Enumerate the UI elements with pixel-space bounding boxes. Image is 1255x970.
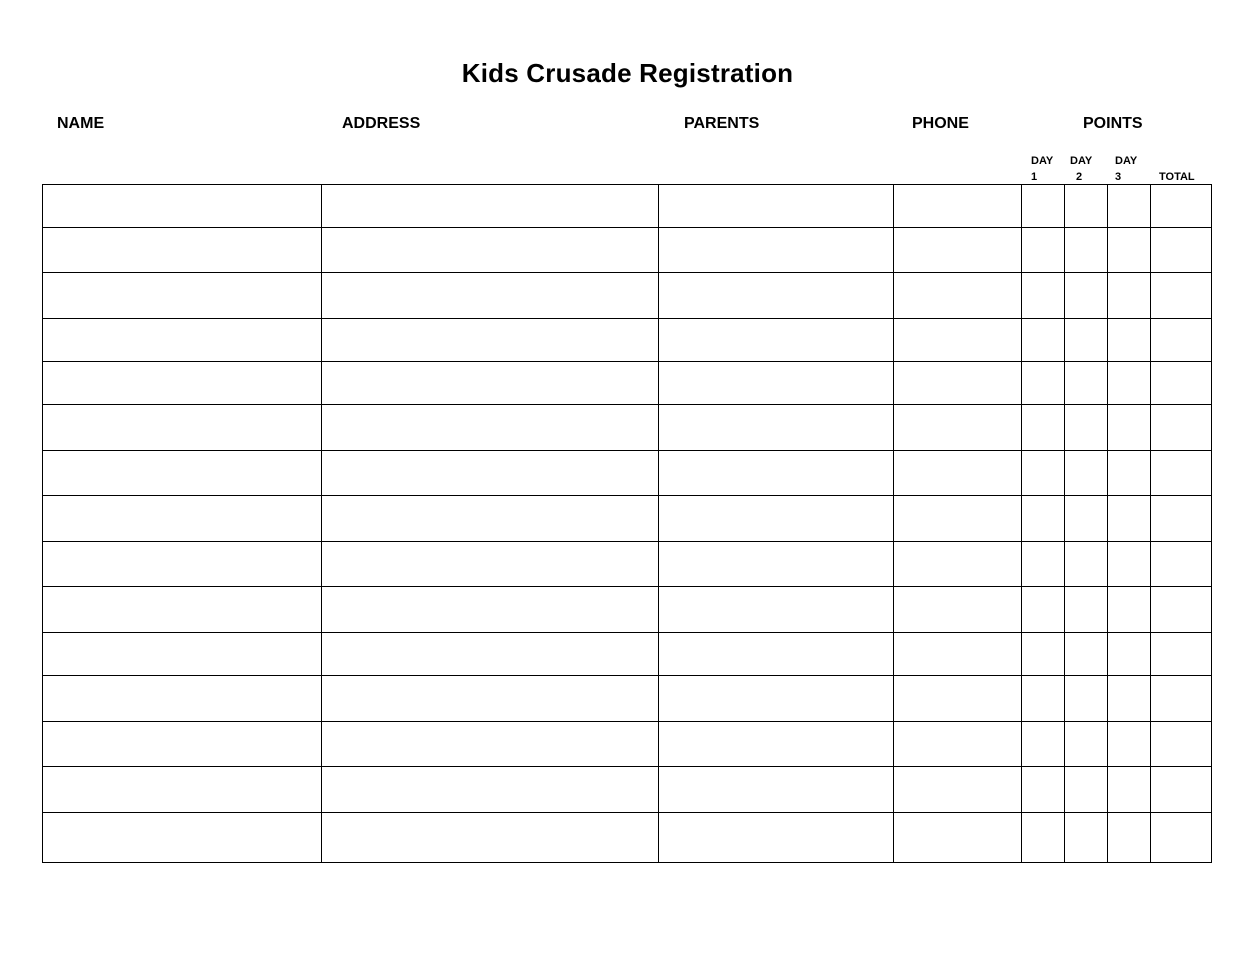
cell-day-2 (1065, 362, 1108, 405)
cell-day-1 (1022, 228, 1065, 273)
header-address: ADDRESS (342, 115, 421, 132)
cell-address (322, 813, 659, 863)
table-row (43, 319, 1212, 362)
cell-day-1 (1022, 319, 1065, 362)
cell-day-2 (1065, 405, 1108, 451)
cell-name (43, 185, 322, 228)
cell-day-1 (1022, 722, 1065, 767)
cell-day-1 (1022, 496, 1065, 542)
cell-total (1151, 273, 1212, 319)
table-row (43, 451, 1212, 496)
cell-day-2 (1065, 185, 1108, 228)
subheader-day-1: DAY 1 (1031, 155, 1054, 183)
cell-day-1 (1022, 633, 1065, 676)
table-row (43, 496, 1212, 542)
table-row (43, 185, 1212, 228)
cell-day-2 (1065, 451, 1108, 496)
cell-phone (894, 185, 1022, 228)
header-phone: PHONE (912, 115, 969, 132)
cell-phone (894, 319, 1022, 362)
table-row (43, 362, 1212, 405)
cell-phone (894, 451, 1022, 496)
cell-name (43, 813, 322, 863)
cell-day-2 (1065, 228, 1108, 273)
cell-name (43, 451, 322, 496)
cell-day-3 (1108, 676, 1151, 722)
cell-day-2 (1065, 273, 1108, 319)
cell-address (322, 405, 659, 451)
cell-phone (894, 405, 1022, 451)
cell-total (1151, 185, 1212, 228)
cell-parents (659, 496, 894, 542)
cell-day-3 (1108, 767, 1151, 813)
cell-day-2 (1065, 676, 1108, 722)
cell-day-3 (1108, 496, 1151, 542)
cell-address (322, 319, 659, 362)
page-title: Kids Crusade Registration (461, 58, 794, 88)
header-points: POINTS (1083, 115, 1143, 132)
cell-total (1151, 228, 1212, 273)
cell-day-3 (1108, 813, 1151, 863)
table-row (43, 228, 1212, 273)
cell-day-3 (1108, 587, 1151, 633)
cell-parents (659, 587, 894, 633)
cell-parents (659, 273, 894, 319)
cell-parents (659, 362, 894, 405)
subheader-total: TOTAL (1159, 171, 1195, 183)
cell-phone (894, 676, 1022, 722)
cell-day-1 (1022, 451, 1065, 496)
cell-parents (659, 767, 894, 813)
cell-address (322, 633, 659, 676)
table-row (43, 587, 1212, 633)
cell-phone (894, 362, 1022, 405)
cell-total (1151, 722, 1212, 767)
cell-name (43, 228, 322, 273)
cell-day-2 (1065, 633, 1108, 676)
cell-day-2 (1065, 542, 1108, 587)
cell-parents (659, 676, 894, 722)
table-row (43, 633, 1212, 676)
cell-name (43, 767, 322, 813)
subheader-day-2: DAY 2 (1070, 155, 1093, 183)
cell-name (43, 587, 322, 633)
cell-name (43, 633, 322, 676)
table-row (43, 722, 1212, 767)
cell-address (322, 362, 659, 405)
cell-parents (659, 813, 894, 863)
table-row (43, 273, 1212, 319)
cell-total (1151, 405, 1212, 451)
cell-name (43, 676, 322, 722)
cell-name (43, 722, 322, 767)
cell-day-1 (1022, 405, 1065, 451)
cell-day-1 (1022, 676, 1065, 722)
subheader-day-3: DAY 3 (1115, 155, 1138, 183)
cell-total (1151, 542, 1212, 587)
cell-total (1151, 362, 1212, 405)
cell-phone (894, 722, 1022, 767)
cell-total (1151, 767, 1212, 813)
cell-parents (659, 185, 894, 228)
cell-phone (894, 273, 1022, 319)
cell-day-1 (1022, 587, 1065, 633)
cell-address (322, 722, 659, 767)
cell-total (1151, 587, 1212, 633)
cell-total (1151, 813, 1212, 863)
cell-total (1151, 676, 1212, 722)
cell-phone (894, 587, 1022, 633)
cell-day-3 (1108, 722, 1151, 767)
header-parents: PARENTS (684, 115, 760, 132)
cell-parents (659, 319, 894, 362)
cell-phone (894, 767, 1022, 813)
cell-day-3 (1108, 542, 1151, 587)
cell-day-1 (1022, 273, 1065, 319)
cell-day-1 (1022, 542, 1065, 587)
cell-name (43, 273, 322, 319)
cell-day-3 (1108, 405, 1151, 451)
cell-parents (659, 722, 894, 767)
cell-day-3 (1108, 319, 1151, 362)
cell-day-3 (1108, 633, 1151, 676)
table-row (43, 767, 1212, 813)
cell-parents (659, 451, 894, 496)
table-row (43, 405, 1212, 451)
cell-phone (894, 228, 1022, 273)
cell-day-1 (1022, 813, 1065, 863)
cell-day-3 (1108, 273, 1151, 319)
cell-name (43, 362, 322, 405)
cell-name (43, 319, 322, 362)
cell-day-2 (1065, 587, 1108, 633)
cell-phone (894, 813, 1022, 863)
cell-parents (659, 542, 894, 587)
cell-day-2 (1065, 722, 1108, 767)
cell-day-1 (1022, 185, 1065, 228)
cell-name (43, 405, 322, 451)
cell-total (1151, 319, 1212, 362)
registration-table (42, 184, 1212, 863)
cell-day-2 (1065, 319, 1108, 362)
cell-address (322, 451, 659, 496)
cell-day-3 (1108, 362, 1151, 405)
cell-day-3 (1108, 228, 1151, 273)
cell-name (43, 542, 322, 587)
cell-parents (659, 405, 894, 451)
registration-rows (43, 185, 1212, 863)
table-row (43, 676, 1212, 722)
cell-total (1151, 451, 1212, 496)
cell-day-1 (1022, 362, 1065, 405)
cell-address (322, 767, 659, 813)
cell-parents (659, 228, 894, 273)
table-row (43, 542, 1212, 587)
cell-phone (894, 633, 1022, 676)
cell-address (322, 185, 659, 228)
cell-total (1151, 633, 1212, 676)
cell-address (322, 542, 659, 587)
cell-address (322, 496, 659, 542)
cell-address (322, 676, 659, 722)
cell-phone (894, 496, 1022, 542)
cell-parents (659, 633, 894, 676)
cell-day-3 (1108, 185, 1151, 228)
cell-day-3 (1108, 451, 1151, 496)
cell-day-2 (1065, 813, 1108, 863)
table-row (43, 813, 1212, 863)
cell-day-1 (1022, 767, 1065, 813)
cell-phone (894, 542, 1022, 587)
header-name: NAME (57, 115, 105, 132)
cell-total (1151, 496, 1212, 542)
cell-name (43, 496, 322, 542)
cell-address (322, 273, 659, 319)
cell-day-2 (1065, 767, 1108, 813)
cell-address (322, 587, 659, 633)
cell-address (322, 228, 659, 273)
cell-day-2 (1065, 496, 1108, 542)
